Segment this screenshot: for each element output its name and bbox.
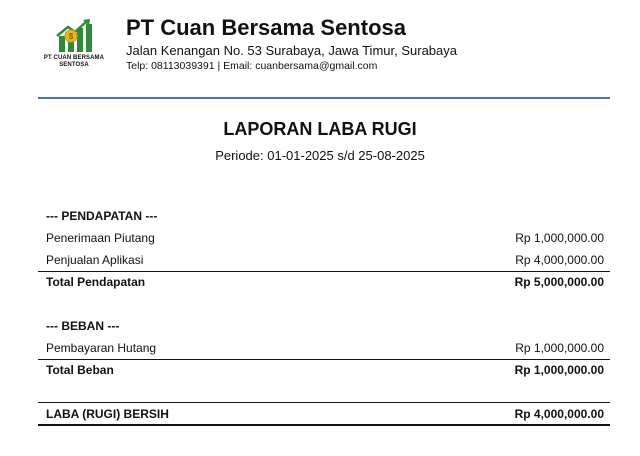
company-address: Jalan Kenangan No. 53 Surabaya, Jawa Timur, Surabaya: [126, 43, 457, 58]
logo-text: PT CUAN BERSAMA SENTOSA: [43, 55, 105, 68]
expense-item-amount: Rp 1,000,000.00: [515, 341, 604, 355]
net-income-label: LABA (RUGI) BERSIH: [46, 407, 169, 421]
company-name: PT Cuan Bersama Sentosa: [126, 15, 406, 40]
income-total-row: [42, 273, 604, 291]
report-title: LAPORAN LABA RUGI: [223, 119, 417, 139]
company-info: [126, 14, 457, 73]
net-income-amount: Rp 4,000,000.00: [514, 407, 604, 421]
svg-text:$: $: [68, 32, 74, 41]
report-header: [0, 0, 640, 100]
company-contact: Telp: 08113039391 | Email: cuanbersama@gmail.com: [126, 60, 378, 72]
income-total-label: Total Pendapatan: [46, 275, 146, 289]
net-divider-bottom: [38, 424, 610, 426]
expense-total-label: Total Beban: [46, 363, 114, 377]
expense-total-divider: [38, 359, 610, 360]
header-divider: [38, 97, 610, 99]
income-item-label: Penerimaan Piutang: [46, 231, 155, 245]
report-period: Periode: 01-01-2025 s/d 25-08-2025: [215, 148, 425, 163]
expense-heading: --- BEBAN ---: [46, 319, 120, 333]
growth-chart-icon: [54, 18, 94, 54]
income-total-amount: Rp 5,000,000.00: [514, 275, 604, 289]
income-item-label: Penjualan Aplikasi: [46, 253, 144, 267]
income-item-amount: Rp 1,000,000.00: [515, 231, 604, 245]
income-total-divider: [38, 271, 610, 272]
net-divider-top: [38, 402, 610, 403]
table-row: [42, 251, 604, 269]
expense-heading-row: [42, 317, 604, 335]
expense-total-amount: Rp 1,000,000.00: [514, 363, 604, 377]
income-heading: --- PENDAPATAN ---: [46, 209, 158, 223]
income-item-amount: Rp 4,000,000.00: [515, 253, 604, 267]
expense-item-label: Pembayaran Hutang: [46, 341, 157, 355]
income-heading-row: [42, 207, 604, 225]
expense-total-row: [42, 361, 604, 379]
table-row: [42, 229, 604, 247]
table-row: [42, 339, 604, 357]
net-income-row: [42, 405, 604, 423]
company-logo: [38, 18, 110, 74]
